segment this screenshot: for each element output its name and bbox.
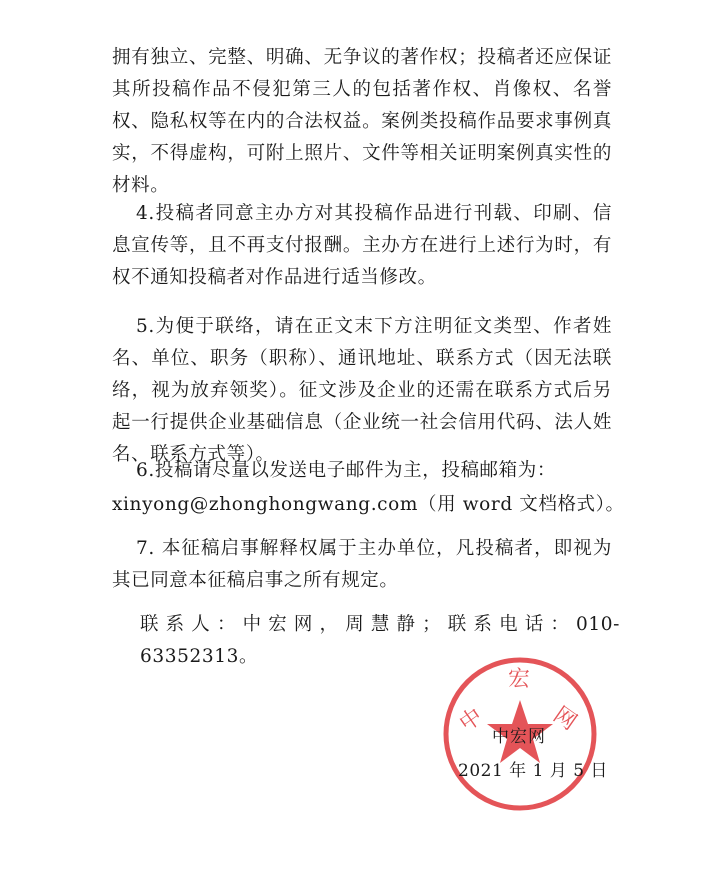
paragraph-contact: 联系人：中宏网，周慧静；联系电话：010-63352313。 [140, 614, 620, 667]
paragraph-item-6: 6.投稿请尽量以发送电子邮件为主，投稿邮箱为： [136, 460, 556, 481]
paragraph-item-7: 7. 本征稿启事解释权属于主办单位，凡投稿者，即视为其已同意本征稿启事之所有规定。 [112, 538, 612, 591]
seal-char-right: 网 [548, 702, 581, 736]
signature-date: 2021 年 1 月 5 日 [458, 761, 608, 781]
paragraph-item-5: 5.为便于联络，请在正文末下方注明征文类型、作者姓名、单位、职务（职称）、通讯地址、联系方式（因无法联络，视为放弃领奖）。征文涉及企业的还需在联系方式后另起一行提供企业基础信息（企业统一社会信用代码、法人姓名、联系方式等）。 [112, 316, 612, 465]
paragraph-email: xinyong@zhonghongwang.com（用 word 文档格式）。 [112, 494, 625, 515]
signature-organization: 中宏网 [492, 727, 546, 747]
paragraph-copyright: 拥有独立、完整、明确、无争议的著作权；投稿者还应保证其所投稿作品不侵犯第三人的包括著作权、肖像权、名誉权、隐私权等在内的合法权益。案例类投稿作品要求事例真实，不得虚构，可附上照片、文件等相关证明案例真实性的材料。 [112, 47, 612, 196]
paragraph-item-4: 4.投稿者同意主办方对其投稿作品进行刊载、印刷、信息宣传等，且不再支付报酬。主办方在进行上述行为时，有权不通知投稿者对作品进行适当修改。 [112, 203, 612, 288]
seal-char-top: 宏 [508, 667, 531, 692]
seal-char-left: 中 [455, 703, 488, 737]
